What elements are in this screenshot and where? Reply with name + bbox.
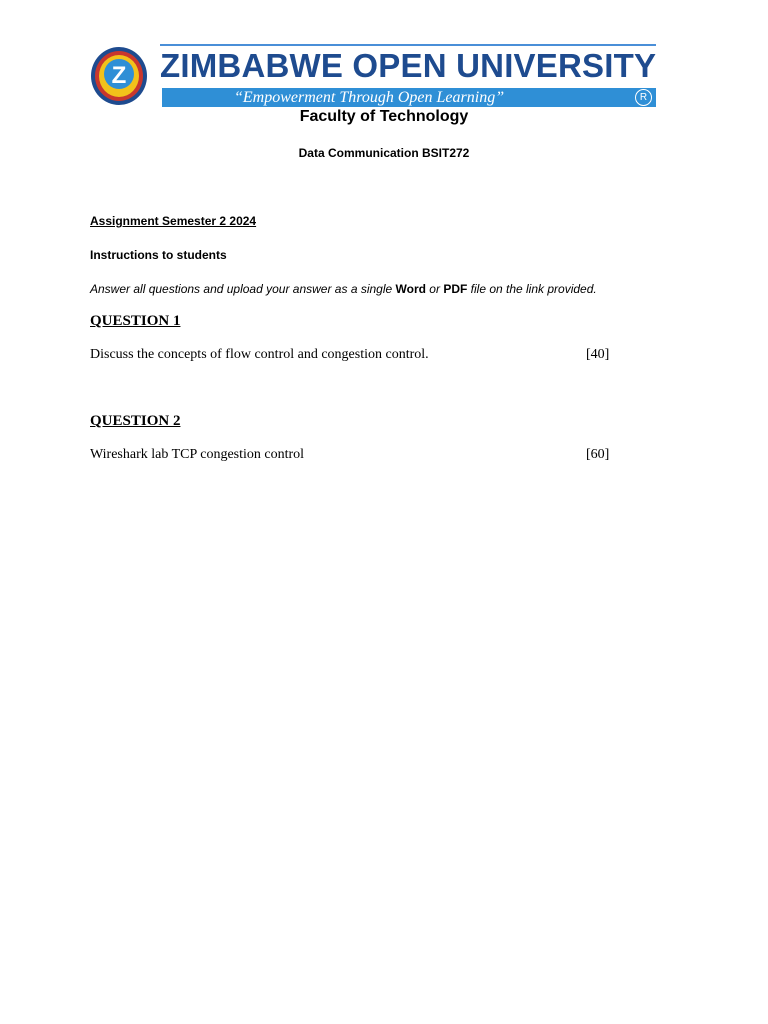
instructions-word: Word bbox=[395, 282, 426, 296]
university-name: ZIMBABWE OPEN UNIVERSITY bbox=[160, 44, 656, 86]
logo-letter: Z bbox=[111, 62, 127, 89]
motto-bar bbox=[162, 88, 656, 107]
question-2-marks: [60] bbox=[586, 447, 610, 462]
question-1-marks: [40] bbox=[586, 347, 610, 362]
university-seal-logo bbox=[90, 46, 148, 106]
faculty-title: Faculty of Technology bbox=[299, 108, 469, 125]
question-2-heading: QUESTION 2 bbox=[90, 413, 181, 429]
instructions-heading: Instructions to students bbox=[90, 248, 227, 262]
question-1-text: Discuss the concepts of flow control and congestion control. bbox=[90, 347, 429, 362]
registered-trademark-icon: R bbox=[635, 89, 652, 106]
instructions-part-2: or bbox=[425, 282, 444, 296]
assignment-title: Assignment Semester 2 2024 bbox=[90, 214, 257, 228]
instructions-text bbox=[90, 281, 597, 297]
instructions-pdf: PDF bbox=[443, 282, 468, 296]
question-1-heading: QUESTION 1 bbox=[90, 313, 181, 329]
course-title: Data Communication BSIT272 bbox=[298, 146, 470, 160]
motto-text: “Empowerment Through Open Learning” bbox=[234, 89, 505, 106]
instructions-part-3: file on the link provided. bbox=[467, 282, 597, 296]
question-2-text: Wireshark lab TCP congestion control bbox=[90, 447, 305, 462]
instructions-part-1: Answer all questions and upload your answer as a single bbox=[90, 282, 396, 296]
